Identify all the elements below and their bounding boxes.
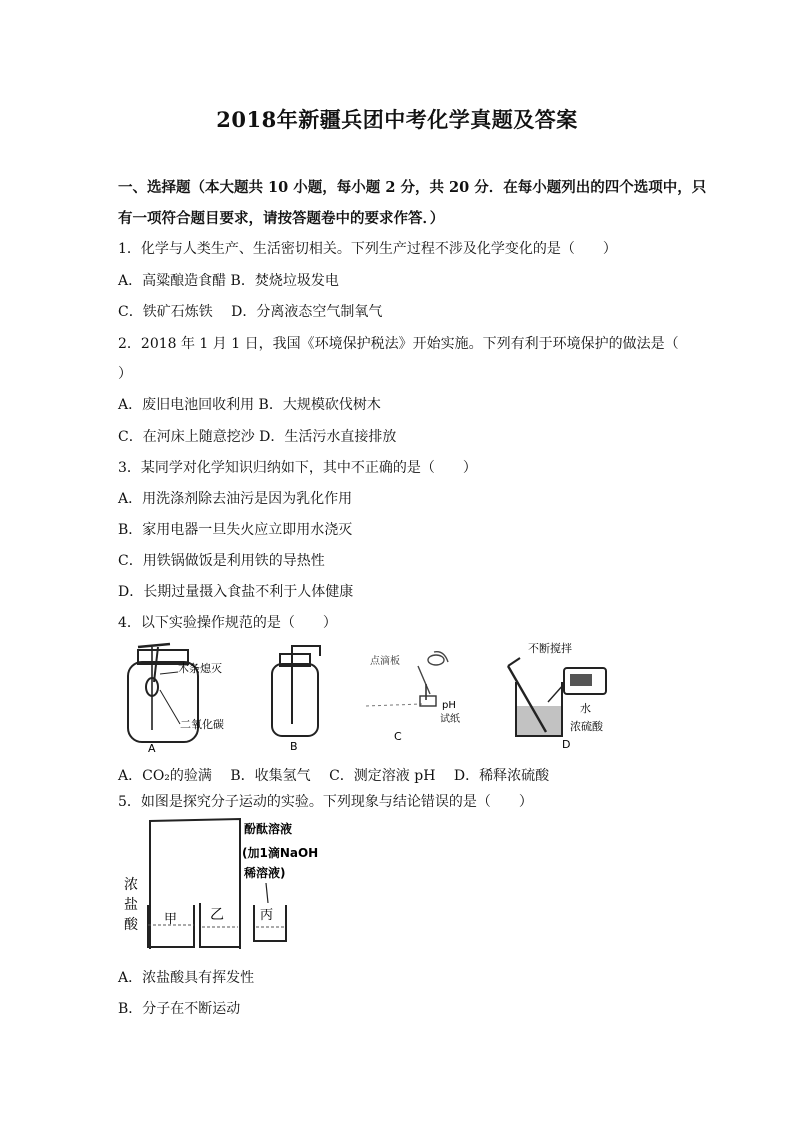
q2-stem-line-2: ） (118, 366, 132, 382)
q5-figure-drawing (118, 815, 348, 955)
q4-figure-c-label-1: 点滴板 (370, 656, 400, 667)
q5-stem: 5．如图是探究分子运动的实验。下列现象与结论错误的是（ ） (118, 794, 533, 810)
q4-figure-d (500, 640, 620, 752)
q4-figure-a-label-2: 二氧化碳 (180, 718, 224, 731)
section-heading-line-1: 一、选择题（本大题共 10 小题，每小题 2 分，共 20 分．在每小题列出的四个选项中，只 (118, 179, 707, 196)
q4-figure-d-label-3: 浓硫酸 (570, 720, 603, 733)
q4-figure-c-label-2: pH (442, 700, 456, 711)
q4-figure-a-label-1: 木条熄灭 (178, 662, 222, 675)
q3-option-a: A．用洗涤剂除去油污是因为乳化作用 (118, 491, 353, 507)
q1-stem: 1．化学与人类生产、生活密切相关。下列生产过程不涉及化学变化的是（ ） (118, 241, 617, 257)
q4-figure-c-label-3: 试纸 (440, 714, 460, 725)
q3-option-c: C．用铁锅做饭是利用铁的导热性 (118, 553, 325, 569)
q2-options-ab: A．废旧电池回收利用 B．大规模砍伐树木 (118, 397, 381, 413)
q4-stem: 4．以下实验操作规范的是（ ） (118, 615, 337, 631)
q5-beaker-2: 乙 (210, 907, 224, 923)
q5-figure-label-2: (加1滴NaOH (242, 846, 319, 860)
q2-options-cd: C．在河床上随意挖沙 D．生活污水直接排放 (118, 429, 397, 445)
q4-figure-d-letter: D (562, 738, 571, 751)
q4-figure-b (266, 642, 326, 754)
q4-figure-a-letter: A (148, 742, 156, 754)
q4-figure-c (364, 644, 474, 744)
q5-figure-label-1: 酚酞溶液 (244, 822, 293, 836)
q3-stem: 3．某同学对化学知识归纳如下，其中不正确的是（ ） (118, 460, 477, 476)
q4-figure-c-letter: C (394, 730, 402, 743)
q4-figure-d-label-1: 不断搅拌 (528, 642, 572, 655)
q5-beaker-1: 甲 (164, 912, 178, 927)
q1-options-ab: A．高粱酿造食醋 B．焚烧垃圾发电 (118, 273, 339, 289)
q2-stem-line-1: 2．2018 年 1 月 1 日，我国《环境保护税法》开始实施。下列有利于环境保护的做法是（ (118, 336, 679, 352)
page-title: 2018年新疆兵团中考化学真题及答案 (216, 107, 578, 132)
q4-figure-d-label-2: 水 (580, 702, 591, 715)
q4-figure-b-letter: B (290, 740, 298, 753)
q5-figure-side-2: 盐 (124, 897, 138, 913)
q4-figure-b-drawing (266, 642, 326, 754)
q5-figure (118, 815, 348, 955)
q4-figure-a-drawing (118, 642, 268, 754)
section-heading-line-2: 有一项符合题目要求，请按答题卷中的要求作答．） (118, 210, 445, 227)
q4-figure-d-drawing (500, 640, 620, 752)
q5-beaker-3: 丙 (260, 908, 274, 923)
q4-options: A．CO₂的验满 B．收集氢气 C．测定溶液 pH D．稀释浓硫酸 (118, 768, 550, 784)
q5-figure-side-3: 酸 (124, 917, 138, 933)
q5-option-b: B．分子在不断运动 (118, 1001, 241, 1017)
q4-figure-a (118, 642, 268, 754)
q5-figure-label-3: 稀溶液) (244, 866, 286, 880)
q5-option-a: A．浓盐酸具有挥发性 (118, 970, 255, 986)
q3-option-d: D．长期过量摄入食盐不利于人体健康 (118, 584, 354, 600)
q1-options-cd: C．铁矿石炼铁 D．分离液态空气制氧气 (118, 304, 383, 320)
q4-figure-c-drawing (364, 644, 474, 744)
q3-option-b: B．家用电器一旦失火应立即用水浇灭 (118, 522, 353, 538)
q5-figure-side-1: 浓 (124, 877, 138, 893)
